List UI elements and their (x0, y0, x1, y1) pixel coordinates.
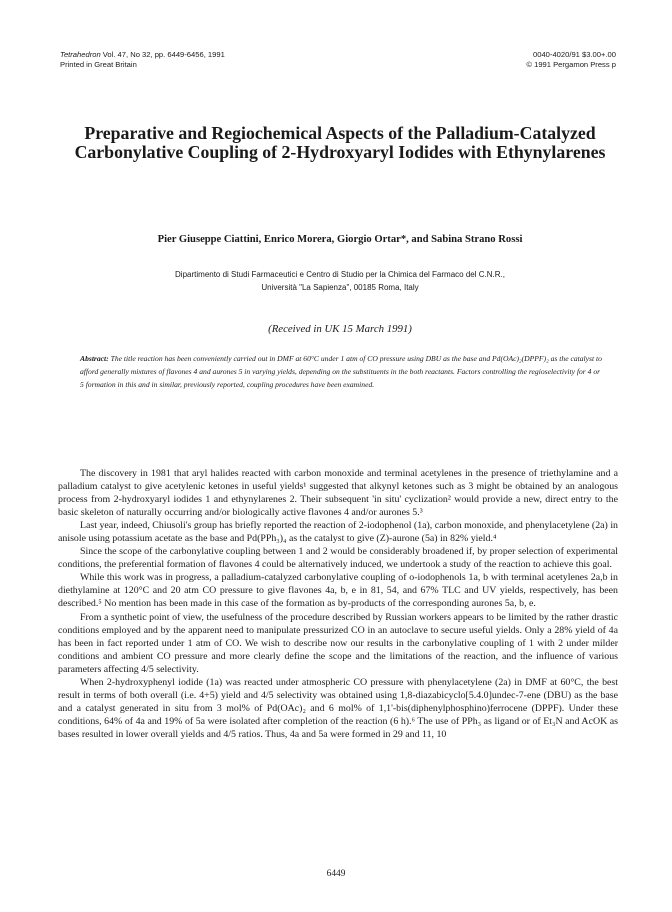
abstract-text: The title reaction has been conveniently carried out in DMF at 60°C under 1 atm of CO pressure using DBU as the base and Pd(OAc)₂(DPPF)₂ as the catalyst to afford generally mixtures of flavones 4 and aurones 5 in varying yields, depending on the substituents in the both reactants. Factors controlling the regioselectivity for 4 or 5 formation in this and in similar, previously reported, coupling procedures have been examined. (80, 354, 602, 390)
paragraph: Since the scope of the carbonylative coupling between 1 and 2 would be considerably broadened if, by proper selection of experimental conditions, the preferential formation of flavones 4 could be alternatively induced, we undertook a study of the reaction to achieve this goal. (58, 546, 618, 571)
paragraph: From a synthetic point of view, the usefulness of the procedure described by Russian workers appears to be limited by the rather drastic conditions employed and by the apparent need to manipulate pressurized CO in an autoclave to secure useful yields. Only a 28% yield of 4a has been in fact reported under 1 atm of CO. We wish to describe now our results in the carbonylative coupling of 1 with 2 under milder conditions and ambient CO pressure and more clearly define the scope and the limitations of the reaction, and the influence of various parameters affecting 4/5 selectivity. (58, 611, 618, 675)
body-text (58, 467, 618, 741)
affiliation-line-1: Dipartimento di Studi Farmaceutici e Centro di Studio per la Chimica del Farmaco del C.N.R., (175, 270, 505, 279)
journal-name: Tetrahedron (60, 50, 101, 59)
copyright: © 1991 Pergamon Press p (526, 60, 616, 69)
article-title: Preparative and Regiochemical Aspects of the Palladium-Catalyzed Carbonylative Coupling of 2-Hydroxyaryl Iodides with Ethynylarenes (74, 123, 606, 162)
affiliation (40, 268, 640, 294)
paragraph: While this work was in progress, a palladium-catalyzed carbonylative coupling of o-iodophenols 1a, b with terminal acetylenes 2a,b in diethylamine at 120°C and 20 atm CO pressure to give flavones 4a, b, e in 81, 54, and 67% TLC and UV yields, respectively, has been described.⁵ No mention has been made in this case of the formation as by-products of the corresponding aurones 5a, b, e. (58, 572, 618, 610)
paragraph: When 2-hydroxyphenyl iodide (1a) was reacted under atmospheric CO pressure with phenylacetylene (2a) in DMF at 60°C, the best result in terms of both overall (i.e. 4+5) yield and 4/5 selectivity was obtained using 1,8-diazabicyclo[5.4.0]undec-7-ene (DBU) as the base and a catalyst generated in situ from 3 mol% of Pd(OAc)₂ and 6 mol% of 1,1'-bis(diphenylphosphino)ferrocene (DPPF). Under these conditions, 64% of 4a and 19% of 5a were isolated after completion of the reaction (6 h).⁶ The use of PPh₃ as ligand or of Et₃N and AcOK as bases resulted in lower overall yields and 4/5 ratios. Thus, 4a and 5a were formed in 29 and 11, 10 (58, 676, 618, 740)
paragraph: The discovery in 1981 that aryl halides reacted with carbon monoxide and terminal acetylenes in the presence of triethylamine and a palladium catalyst to give acetylenic ketones in useful yields¹ suggested that alkynyl ketones such as 3 might be obtained by an analogous process from 2-hydroxyaryl iodides 1 and ethynylarenes 2. Their subsequent 'in situ' cyclization² would provide a new, direct entry to the basic skeleton of naturally occurring and/or biologically active flavones 4 and/or aurones 5.³ (58, 468, 618, 519)
abstract (80, 352, 604, 392)
abstract-label: Abstract: (80, 354, 109, 363)
volume-info: Vol. 47, No 32, pp. 6449-6456, 1991 (100, 50, 225, 59)
page-number: 6449 (326, 869, 346, 879)
paragraph: Last year, indeed, Chiusoli's group has briefly reported the reaction of 2-iodophenol (1a), carbon monoxide, and phenylacetylene (2a) in anisole using potassium acetate as the base and Pd(PPh₃)₄ as the catalyst to give (Z)-aurone (5a) in 82% yield.⁴ (58, 520, 618, 545)
received-date: (Received in UK 15 March 1991) (268, 323, 412, 335)
issn-price: 0040-4020/91 $3.00+.00 (533, 50, 616, 59)
running-header-right (526, 50, 616, 70)
affiliation-line-2: Università "La Sapienza", 00185 Roma, Italy (261, 283, 419, 292)
running-header-left (60, 50, 225, 70)
author-list: Pier Giuseppe Ciattini, Enrico Morera, Giorgio Ortar*, and Sabina Strano Rossi (157, 234, 523, 245)
printed-in: Printed in Great Britain (60, 60, 137, 69)
journal-citation (60, 50, 225, 60)
